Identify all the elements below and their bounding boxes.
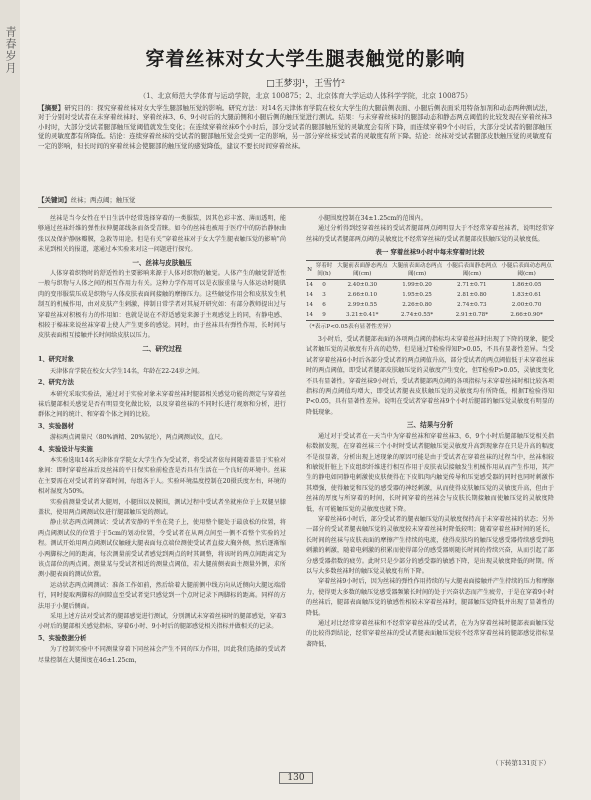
table-cell: 14 [306,281,314,288]
table-cell: 2.26±0.80 [402,301,432,308]
table-cell: 2.66±0.10 [347,291,378,298]
subheading-design: 4、实验设计与实施 [38,445,93,453]
subjects-paragraph: 天津体育学院在校女大学生14名，年龄在22-24岁之间。 [50,367,204,375]
table-header-cell: 小腿后表面静态两点阈(cm) [446,262,497,277]
right-column [306,214,554,769]
table-row [306,279,554,290]
measurement-paragraph: 实验前测量受试者大腿周，小腿围以及膜围，测试过程中受试者坐就座位于上双腿呈膝盖状，使用两点阈测试仪进行腿部触压觉的测试。 [38,498,286,516]
page-number: 130 [279,772,312,784]
subheading-equipment: 3、实验器材 [38,422,74,430]
table-cell: 1.86±0.05 [511,281,542,288]
intro-paragraph: 丝袜是当今女性在平日生活中经常选择穿着的一类服装，因其色彩丰富、薄而透明，能够通过丝袜纤维的弹性拉伸腿部线条而备受青睐。如今的丝袜也被用于医疗中的防治静脉曲张以及保护静脉瓣膜，急救等用途。但是有关“穿着丝袜对于女大学生腿表触压觉的影响”尚未见到相关的报道，遂通过本实验来对这一问题进行探究。 [38,215,286,254]
section-heading-2: 二、研究过程 [142,344,182,353]
table-cell: 2.66±0.90* [510,311,543,318]
table-header-cell: 大腿前表面静态两点阈(cm) [337,262,388,277]
table-cell: 1.83±0.61 [511,291,542,298]
article-title: 穿着丝袜对女大学生腿表触觉的影响 [145,48,466,70]
table-header-cell: 大腿前表面动态两点阈(cm) [391,262,443,277]
page-footer [264,772,328,784]
table-cell: 0 [322,281,326,288]
table-cell: 14 [306,301,314,308]
table-cell: 14 [306,291,314,298]
discussion-paragraph-4: 通过对比经常穿着丝袜和不经常穿着丝袜的受试者，在为为穿着丝袜时腿部表面触压觉的比较得到结论，经常穿着丝袜的受试者腿表面触压觉较不经常穿着丝袜的腿部感觉指标显著降低， [306,620,554,648]
table-caption: 表一 穿着丝袜9小时中每未穿着时比较 [375,248,485,257]
results-table-block [306,247,554,332]
table-header-cell: 小腿后表面动态两点阈(cm) [501,262,552,277]
table-header-cell: N [307,266,313,273]
article-affiliations: （1、北京师范大学体育与运动学院，北京 100875；2、北京体育大学运动人体科学学院，北京 100875） [139,92,472,100]
discussion-paragraph-1: 通过对于受试者在一天当中为穿着丝袜和穿着丝袜3、6、9个小时后腿部触压觉相关指标数据发现，在穿着丝袜三个小时时受试者腿触压觉灵敏度升高到现象存在只是升高的幅度不是很显著，分析出现上述现象的原因可能是由于受试者在穿着丝袜的过程当中，丝袜相较和敏锐肝脏上下皮组织纤维进行相互作用于皮肤表层接触发生机械作用从而产生作用，其产生的静电如同静电刺激使皮肤便得在下皮肌肉内触觉传导和压觉感受器的同时也同时刺激作其增强，使得触觉和压觉的感受器的神经刺激，从而使得皮肤触压觉的灵敏度升高，但由于丝袜的厚度与所穿着的时间，长时间穿着的丝袜会与皮肤长期接触而使触压觉的灵敏度降低，有可能触压觉的灵敏度也就下降。 [306,432,554,513]
table-cell: 3.21±0.41* [346,311,379,318]
section-heading-3: 三、结果与分析 [406,421,454,430]
procedure-paragraph: 采用上述方法对受试者的腿部感觉进行测试，分别测试未穿着丝袜时的腿部感觉，穿着3小时后的腿部相关感觉指标，穿着6小时、9小时后的腿部感觉相关指标并做相关的记录。 [38,613,286,631]
keywords-tag: 【关键词】 [38,196,71,204]
keywords-block [38,195,552,204]
table-cell: 2.99±0.55 [347,301,378,308]
table-cell: 6 [322,301,326,308]
design-paragraph: 本实验选取14名天津体育学院女大学生作为受试者，将受试者依每间随着盖显于实验对象间：即时穿着丝袜后及丝袜的平日保实验前检查是否具有生活在一个良好的环境中。丝袜在主要需在对受试者的穿着时间，每组各于人。实验环境温度控制在20摄氏度左右，环境的相对湿度为50%。 [38,456,286,496]
comparison-paragraph: 通过分析得到经穿着丝袜的受试者腿部两点阈明显大于不经常穿着丝袜者，说明经常穿丝袜的受试者腿部两点阈的灵敏度比不经常穿丝袜的受试者腿部皮肤触压觉的灵敏度低。 [306,225,554,243]
left-column [38,214,286,769]
table-cell: 9 [322,311,326,318]
results-table [306,260,554,321]
results-paragraph: 3小时后，受试者腿部表面的各项两点阈的指标均未穿着丝袜时出现了下降的现象，腿受试者触压觉的灵敏度有升高的趋势，但是通过T检验得知P>0.05，不具有显著性差异。当受试者穿着丝袜6小时后各部分受试者的两点阈值升高，部分受试者的两点阈值低于未穿着丝袜时的两点阈值，即受试者腿部皮肤触压觉的灵敏度产生变化，但T检验P>0.05，灵敏度变化不具有显著性。穿着丝袜9小时后，受试者腿部两点阈的各项指标与未穿着丝袜时相比较各项指标的两点阈值均增大，即受试者腿表皮肤触压觉的灵敏度均有所降低，根据T检验得知P<0.05，具有显著性差异。说明在受试者穿着丝袜9个小时后腿部的触压觉灵敏度有明显的降低现象。 [306,336,554,416]
keywords-text: 丝袜；两点阈；触压觉 [70,196,136,204]
table-row [306,300,554,310]
table-cell: 1.99±0.20 [402,281,432,288]
abstract-tag: 【摘要】 [38,104,65,112]
table-cell: 2.40±0.30 [347,281,378,288]
side-stripe [0,0,20,800]
table-header-cell: 穿着时间(h) [315,262,333,277]
table-cell: 2.91±0.78* [455,311,489,318]
continued-note: （下转第131页下） [492,759,550,767]
equipment-paragraph: 游标两点阈量尺（80%酒精、20%氨纶），两点阈测试仪，直尺。 [50,434,227,442]
subheading-subjects: 1、研究对象 [38,356,74,364]
dynamic-test-paragraph: 运动状态两点阈测试：准备工作如前，然后给着大腿前侧中线方向从近侧向大腿远端滑行，同时提取两脚标的间隙直至受试者觉只感觉到一个点时记录下两脚标的距离。同样的方法用于小腿后侧面。 [38,581,286,610]
table-row [306,290,554,300]
section-heading-1: 一、丝袜与皮肤触压 [132,258,192,267]
table-cell: 2.00±0.70 [511,301,542,308]
table-cell: 2.71±0.71 [457,281,487,288]
subheading-analysis: 5、实验数据分析 [38,634,87,642]
static-test-paragraph: 静止状态两点阈测试：受试者安静的平坐在凳子上，使用整个腿处于最放松的位置，将两点阈测试仪的位置于于5cm的划动位置，令受试者在从两点间至一侧不看整个实验的过程。测试开始用两点阈测试仪触碰大腿表面每点端位测使受试者直接大胸外侧，然后逐渐缩小两脚标之间的距离，每次测量前受试者感觉到两点的时其调整，将该时的两点间距离定为该点部位的两点阈。测量某与受试者相近的测量点阈值，若大腿前侧表面主测量外侧，求所测小腿表面的测试位置。 [38,519,286,579]
table-cell: 1.95±0.25 [402,291,432,298]
discussion-paragraph-2: 穿着丝袜6小时后，部分受试者的腿表触压觉的灵敏度保持高于未穿着丝袜的状态；另外一部分的受试者腿表触压觉的灵敏度较未穿着丝袜时降低较明；随着穿着丝袜时间的延长，长时间的丝袜与皮肤表面的摩擦产生持续的电流，使得皮肤均的触压觉感受器持续感受到电刺激的刺激，随着电刺激的积累而使得部分的感受器则随长时间的持续兴奋，从而引起了部分感受器指数的疲劳。此时只是少部分的感受器的敏感下降，是出现灵敏度降低的时期。所以与大多数丝袜时的触压觉灵敏度有所下降。 [306,515,554,575]
table-cell: 3 [322,291,326,298]
table-cell: 2.81±0.80 [457,291,487,298]
header-rule [38,207,552,208]
table-cell: 14 [306,311,314,318]
article-authors: □王梦羽¹，王雪竹² [266,79,345,89]
abstract-block [38,104,552,151]
table-row [306,310,554,321]
table-cell: 2.74±0.55* [400,311,434,318]
table-cell: 2.74±0.73 [457,301,487,308]
methods-paragraph: 本研究采取实验法，通过对于实验对象未穿着丝袜时腿部相关感觉功能的测定与穿着丝袜后腿部相关感觉是否有明显变化做比较，以及穿着丝袜的不同时长进行观察和分析，进行群体之间的统计、和穿着个体之间的比较。 [38,390,286,419]
subheading-methods: 2、研究方法 [38,379,74,387]
analysis-continued: 小腿围度控制在34±1.25cm的范围内。 [318,215,427,222]
journal-side-title: 青春岁月 [4,26,17,74]
abstract-text: 研究目的：探究穿着丝袜对女大学生腿部触压觉的影响。研究方法：对14名天津体育学院在校女大学生的大腿前侧表面、小腿后侧表面采用特备加剂和动态两种测试法，对于分别对受试者在未穿着丝袜时、穿着丝袜3、6、9小时后的大腿前侧和小腿后侧的触压觉进行测试。结果：与未穿着丝袜时的腿部动态和静态两点阈值的比较发现在穿着丝袜3小时时，大部分受试者腿部触压觉阈值就发生变化；在连续穿着丝袜6个小时后，部分受试者的腿部触压觉的灵敏度会有所下降，而连续穿着9个小时后，大部分受试者的腿部触压觉的灵敏度都有所降低。结论：连续穿着丝袜的受试者的腿部触压觉会受到一定的影响，另一部分穿丝袜受试者的灵敏度有所下降。结论：丝袜对受试者腿部皮肤触压觉的灵敏度有一定的影响，但长时间的穿着丝袜会使腿部的触压觉的感觉降低，建议不要长时间穿着丝袜。 [38,104,552,150]
analysis-paragraph: 为了控制实验中不同测量穿着下同丝袜会产生不同的压力作用，因此我们选择的受试者尽量控制在大腿围度在46±1.25cm， [38,646,286,664]
discussion-paragraph-3: 穿着丝袜9小时后，因为丝袜的弹性作用持续的与大腿表面接触并产生持续的压力和摩擦力，使得更大多数的触压觉感受器频繁长时间的处于兴奋状态而产生疲劳，于是在穿着9小时的丝袜后，腿部表面触压觉的敏感性相较未穿着丝袜时，腿部触压觉降低并出现了显著性的降低。 [306,578,554,617]
section1-paragraph: 人体穿着织物时的舒适性的主要影响来源于人体对织物的触觉。人体产生的触觉舒适性一般与织物与人体之间的相互作用力有关。这种力学作用可以是衣服重量与人体运动时随肌肉的变形服装压成是织物与人体皮肤表面间接触的摩擦压力。这些触觉作用会和皮肤发生机制互的机械作用，由对皮肤产生刺激，抑制日常学者对其展开研究如：有部分教师提出过与穿着丝袜对积极有力的作用如：也就是说在不舒适感觉来源于主观感觉上的同，有静电感、相较于棉袜来说丝袜穿着上使人产生更多的感觉。同时，由于丝袜具有弹性作用，长时间与皮肤表面相互接触并长时间给皮肤以压力。 [38,270,286,340]
table-header-row [306,260,554,279]
table-note: （*表示P<0.05表有显著性差异） [306,323,395,330]
